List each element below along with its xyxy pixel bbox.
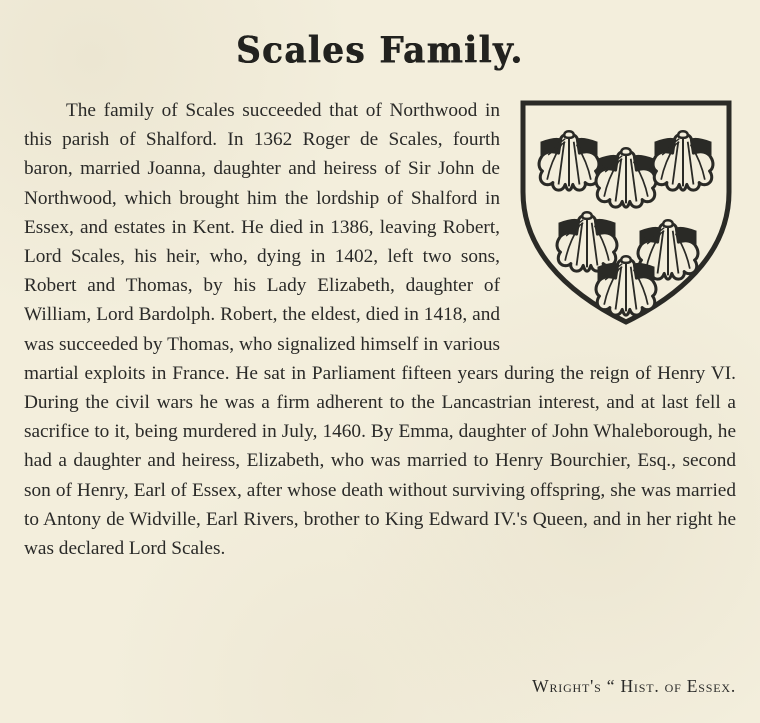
page-title [0, 30, 760, 73]
source-attribution-text: Wright's “ Hist. of Essex. [532, 676, 736, 696]
article-paragraph: The family of Scales succeeded that of Northwood in this parish of Shalford. In 1362 Roger de Scales, fourth baron, married Joanna, daughter and heiress of Sir John de Northwood, which brought him the lordship of Shalford in Essex, and estates in Kent. He died in 1386, leaving Robert, Lord Scales, his heir, who, dying in 1402, left two sons, Robert and Thomas, by his Lady Elizabeth, daughter of William, Lord Bardolph. Robert, the eldest, died in 1418, and was succeeded by Thomas, who signalized himself in various martial exploits in France. He sat in Parliament fifteen years during the reign of Henry VI. During the civil wars he was a firm adherent to the Lancastrian interest, and at last fell a sacrifice to it, being murdered in July, 1460. By Emma, daughter of John Whaleborough, he had a daughter and heiress, Elizabeth, who was married to Henry Bourchier, Esq., second son of Henry, Earl of Essex, after whose death without surviving offspring, she was married to Antony de Widville, Earl Rivers, brother to King Edward IV.'s Queen, and in her right he was declared Lord Scales. [24, 100, 736, 560]
source-attribution [532, 676, 736, 697]
page-title-text: Scales Family. [236, 30, 524, 73]
shield-text-wrap-spacer [514, 96, 736, 330]
article-body [24, 96, 736, 563]
